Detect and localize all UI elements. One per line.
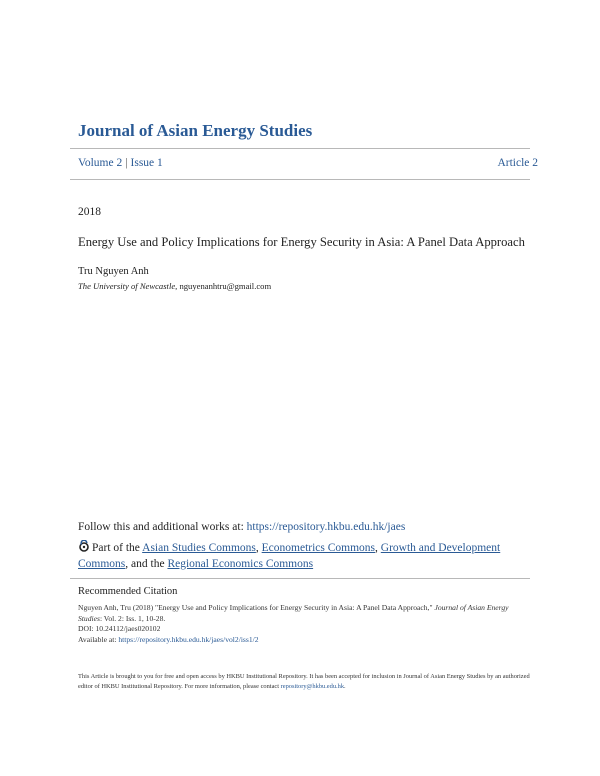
affiliation-name: The University of Newcastle xyxy=(78,281,176,291)
volume-issue xyxy=(78,157,163,169)
available-label: Available at: xyxy=(78,634,119,644)
volume-link[interactable]: Volume 2 xyxy=(78,157,123,169)
repository-notice xyxy=(78,672,530,692)
citation-journal: Journal of Asian Energy Studies xyxy=(78,603,509,623)
follow-line xyxy=(78,521,405,533)
author-affiliation xyxy=(78,281,271,291)
issue-link[interactable]: Issue 1 xyxy=(130,157,163,169)
open-access-icon xyxy=(78,540,90,552)
available-link[interactable]: https://repository.hkbu.edu.hk/jaes/vol2/iss1/2 xyxy=(118,634,259,644)
notice-end: . xyxy=(344,683,346,690)
divider xyxy=(70,578,530,579)
divider xyxy=(70,148,530,149)
author-name: Tru Nguyen Anh xyxy=(78,266,149,277)
publication-year: 2018 xyxy=(78,206,101,218)
divider xyxy=(70,179,530,180)
regional-economics-commons-link[interactable]: Regional Economics Commons xyxy=(167,557,314,570)
growth-development-commons-link[interactable]: Growth and Development Commons xyxy=(78,542,501,570)
commons-separator: , and the xyxy=(125,557,168,570)
citation-volume: : Vol. 2: Iss. 1, 10-28. xyxy=(99,613,166,623)
journal-title[interactable]: Journal of Asian Energy Studies xyxy=(78,121,313,140)
recommended-citation-heading: Recommended Citation xyxy=(78,586,178,597)
notice-text: This Article is brought to you for free and open access by HKBU Institutional Repository. It has been accepted for inclusion in Journal of Asian Energy Studies by an authorized editor of HKBU Institutional Repository. For more information, please contact xyxy=(78,673,530,690)
volume-issue-separator: | xyxy=(125,157,128,169)
contact-email-link[interactable]: repository@hkbu.edu.hk xyxy=(280,683,345,690)
citation-block xyxy=(78,603,528,645)
paper-title: Energy Use and Policy Implications for Energy Security in Asia: A Panel Data Approach xyxy=(78,235,525,249)
affiliation-separator: , xyxy=(175,281,180,291)
citation-text: Nguyen Anh, Tru (2018) "Energy Use and Policy Implications for Energy Security in Asia: A Panel Data Approach," xyxy=(78,603,435,612)
commons-separator: , xyxy=(375,542,381,554)
commons-separator: , xyxy=(255,542,262,554)
part-of-label: Part of the xyxy=(92,542,143,554)
citation-doi: DOI: 10.24112/jaes020102 xyxy=(78,624,161,633)
follow-link[interactable]: https://repository.hkbu.edu.hk/jaes xyxy=(246,521,406,533)
article-link[interactable]: Article 2 xyxy=(497,157,538,169)
author-email: nguyenanhtru@gmail.com xyxy=(179,281,272,291)
econometrics-commons-link[interactable]: Econometrics Commons xyxy=(261,542,376,554)
asian-studies-commons-link[interactable]: Asian Studies Commons xyxy=(142,542,256,554)
part-of-line xyxy=(78,540,522,572)
follow-label: Follow this and additional works at: xyxy=(78,521,247,533)
